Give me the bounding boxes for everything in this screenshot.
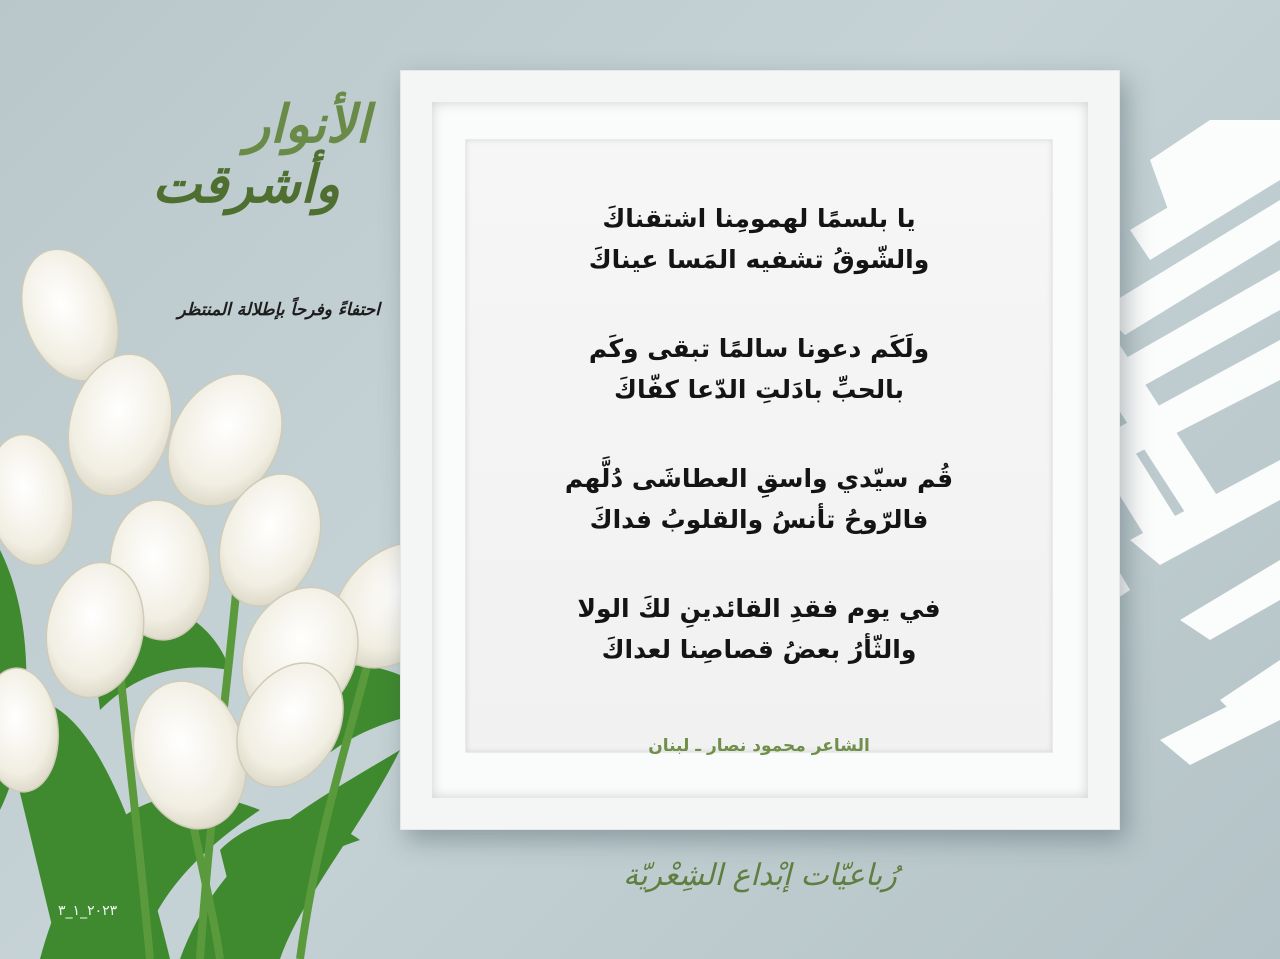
picture-frame (400, 70, 1120, 830)
poem-stanza (466, 458, 1052, 540)
poem-verse: يا بلسمًا لهمومِنا اشتقناكَ (602, 204, 916, 233)
poem-verse: بالحبِّ بادَلتِ الدّعا كفّاكَ (614, 375, 904, 404)
poet-credit: الشاعر محمود نصار ـ لبنان (648, 736, 870, 756)
date-stamp: ٢٠٢٣_١_٣ (58, 903, 118, 919)
poem-text (466, 198, 1052, 718)
collection-title: رُباعيّات إبْداع الشِعْريّة (623, 858, 897, 893)
title-subtitle: احتفاءً وفرحاً بإطلالة المنتظر (177, 300, 380, 320)
poem-verse: والثّأرُ بعضُ قصاصِنا لعداكَ (601, 635, 917, 664)
frame-mat (432, 102, 1088, 798)
poem-stanza (466, 198, 1052, 280)
title-line-2: وأشرقت (152, 154, 340, 215)
title-line-1: الأنوار (245, 94, 370, 155)
calligraphy-title (152, 95, 370, 215)
poem-verse: والشّوقُ تشفيه المَسا عيناكَ (588, 245, 930, 274)
poem-verse: قُم سيّدي واسقِ العطاشَى دُلَّهم (564, 464, 954, 493)
poem-stanza (466, 328, 1052, 410)
poem-verse: في يوم فقدِ القائدينِ لكَ الولا (577, 594, 941, 623)
poem-stanza (466, 588, 1052, 670)
poem-verse: ولَكَم دعونا سالمًا تبقى وكَم (588, 334, 930, 363)
poem-verse: فالرّوحُ تأنسُ والقلوبُ فداكَ (589, 505, 929, 534)
poem-panel (466, 140, 1052, 756)
